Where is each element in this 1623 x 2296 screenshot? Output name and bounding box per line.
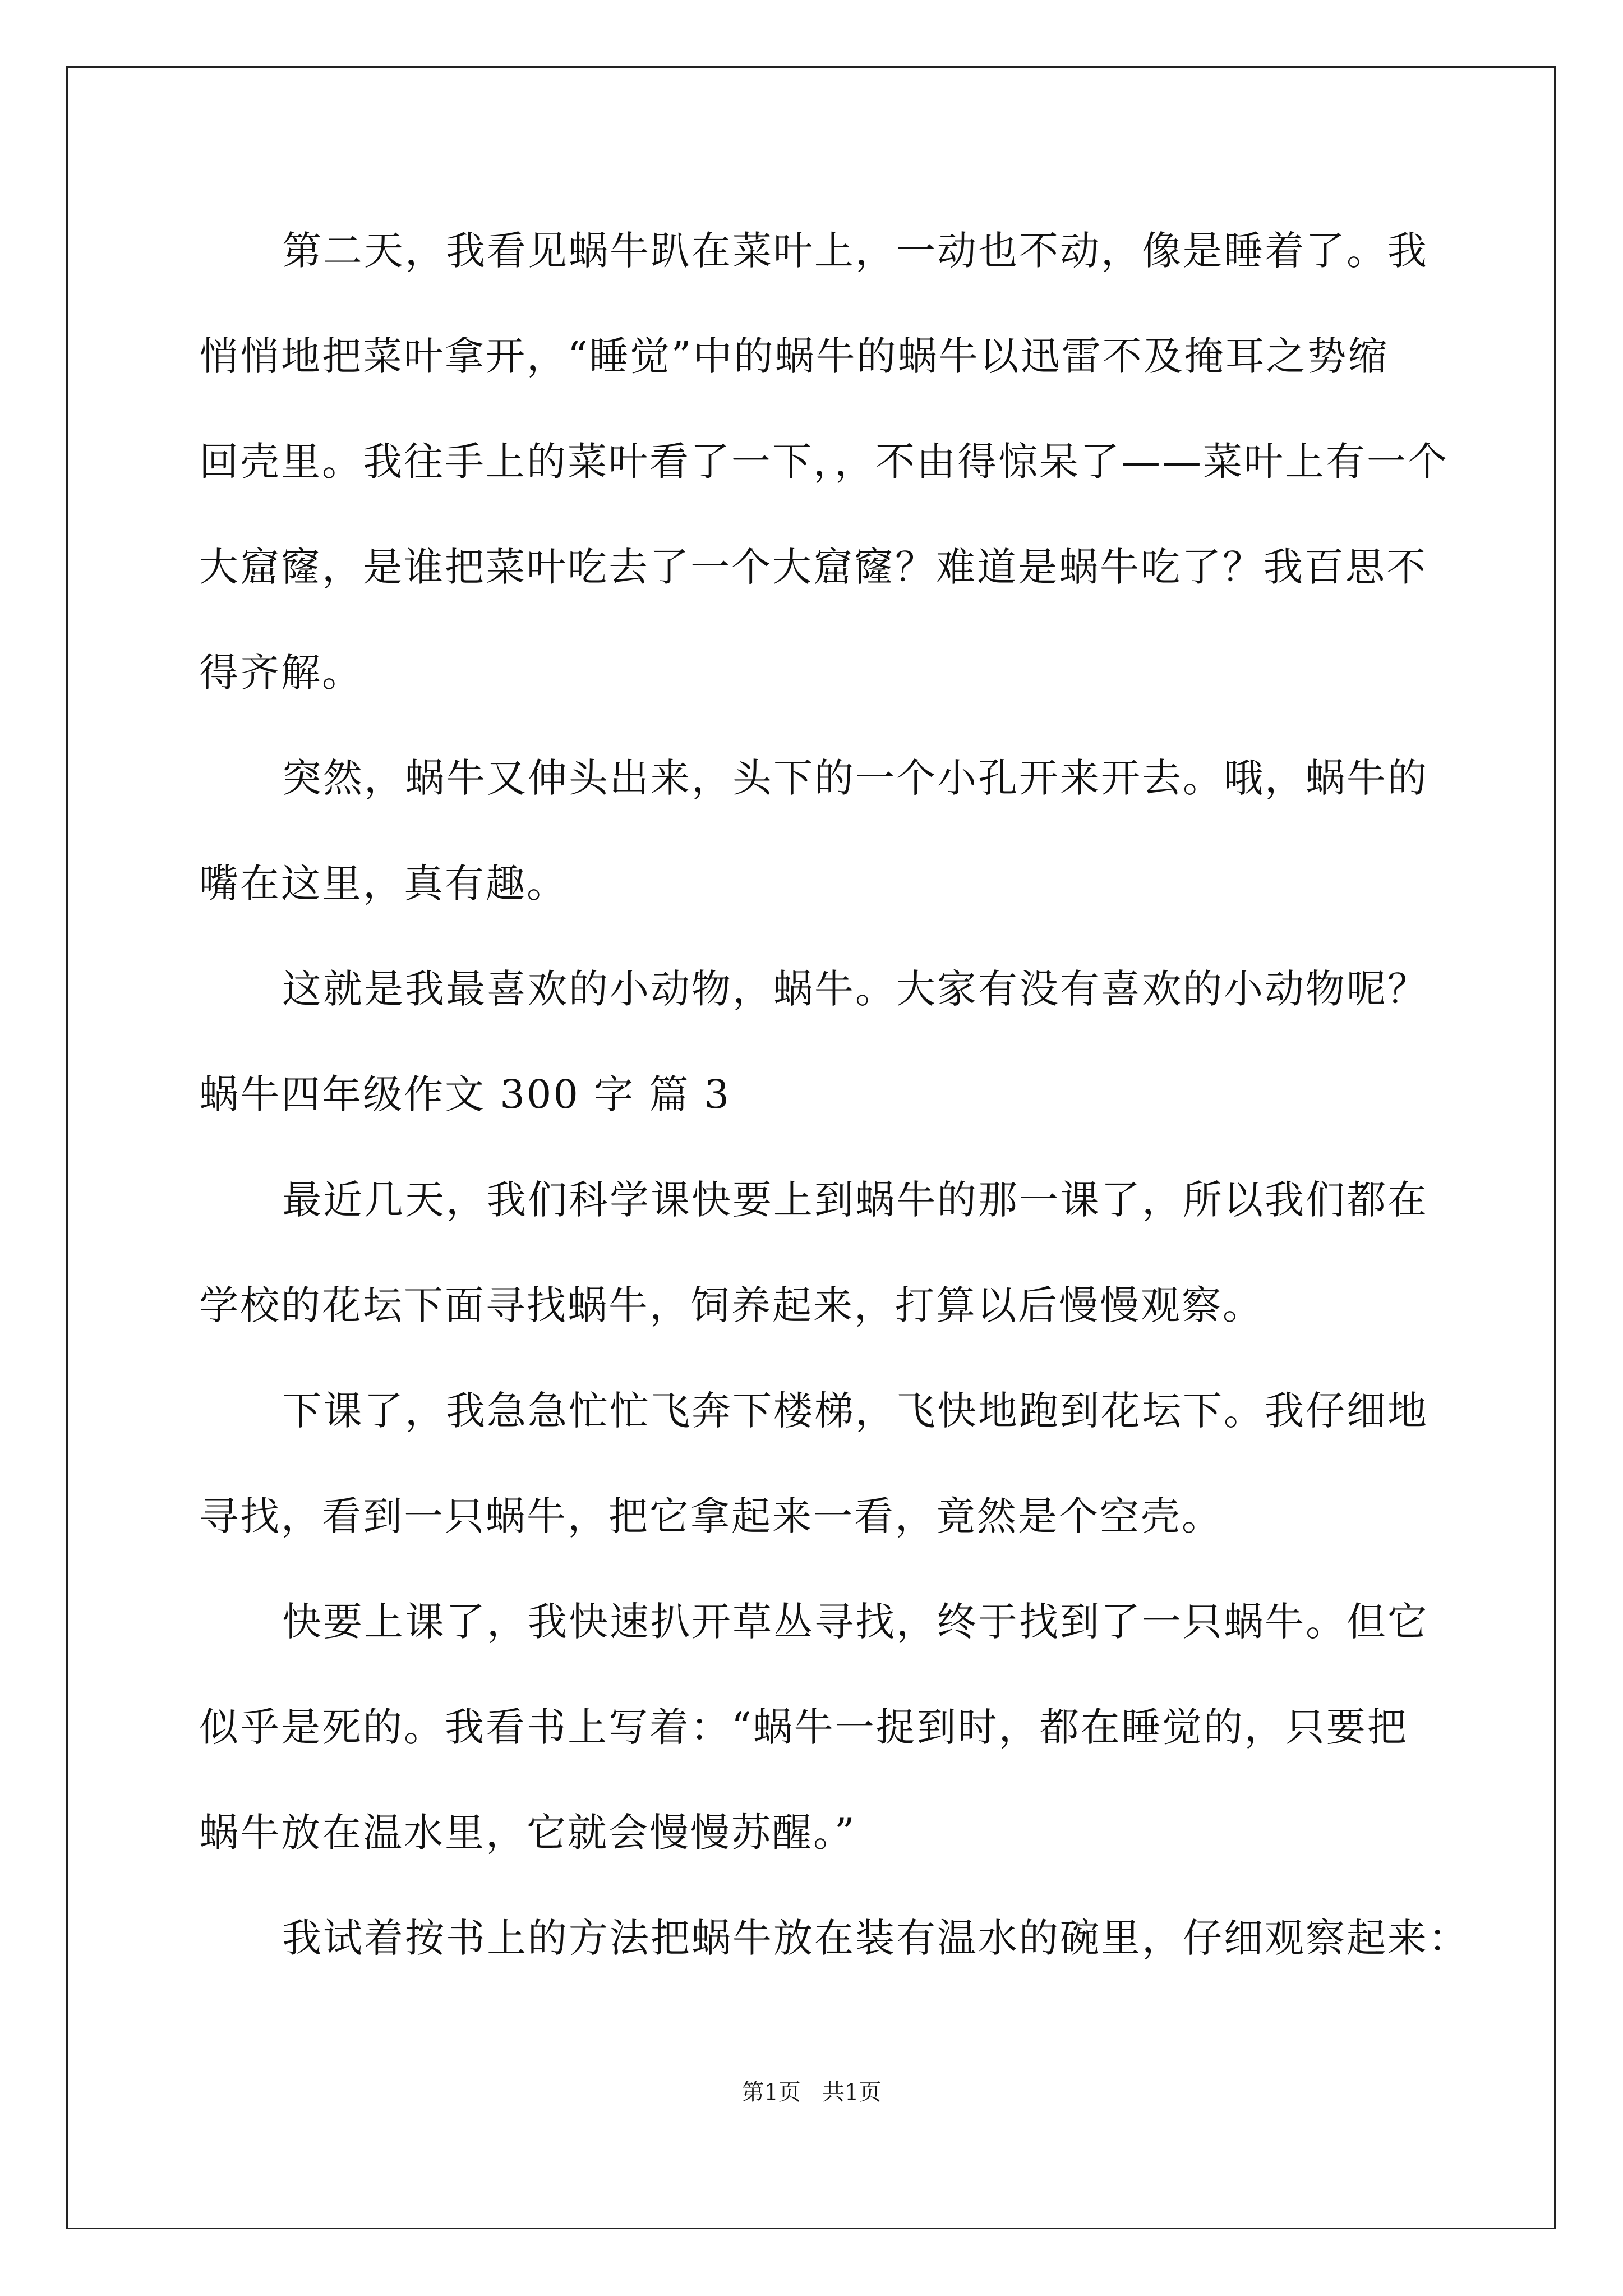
section-heading: 蜗牛四年级作文 300 字 篇 3 [199, 1071, 731, 1117]
page-footer: 第1页 共1页 [741, 2079, 882, 2105]
page-border [66, 66, 1556, 2229]
text-line: 第二天，我看见蜗牛趴在菜叶上，一动也不动，像是睡着了。我 [282, 228, 1428, 274]
text-line: 最近几天，我们科学课快要上到蜗牛的那一课了，所以我们都在 [282, 1177, 1428, 1223]
text-line: 回壳里。我往手上的菜叶看了一下，，不由得惊呆了——菜叶上有一个 [199, 439, 1449, 485]
text-line: 我试着按书上的方法把蜗牛放在装有温水的碗里，仔细观察起来： [282, 1915, 1469, 1961]
text-line: 寻找，看到一只蜗牛，把它拿起来一看，竟然是个空壳。 [199, 1493, 1223, 1539]
text-line: 悄悄地把菜叶拿开，“睡觉”中的蜗牛的蜗牛以迅雷不及掩耳之势缩 [199, 333, 1389, 379]
text-line: 快要上课了，我快速扒开草丛寻找，终于找到了一只蜗牛。但它 [282, 1599, 1428, 1645]
text-line: 蜗牛放在温水里，它就会慢慢苏醒。” [199, 1810, 856, 1856]
text-line: 似乎是死的。我看书上写着：“蜗牛一捉到时，都在睡觉的，只要把 [199, 1704, 1408, 1750]
text-line: 大窟窿，是谁把菜叶吃去了一个大窟窿？难道是蜗牛吃了？我百思不 [199, 544, 1427, 590]
text-line: 得齐解。 [199, 650, 363, 696]
text-line: 这就是我最喜欢的小动物，蜗牛。大家有没有喜欢的小动物呢？ [282, 966, 1428, 1012]
text-line: 突然，蜗牛又伸头出来，头下的一个小孔开来开去。哦，蜗牛的 [282, 755, 1428, 801]
text-line: 嘴在这里，真有趣。 [199, 861, 568, 907]
text-line: 下课了，我急急忙忙飞奔下楼梯，飞快地跑到花坛下。我仔细地 [282, 1388, 1428, 1434]
text-line: 学校的花坛下面寻找蜗牛，饲养起来，打算以后慢慢观察。 [199, 1282, 1264, 1328]
